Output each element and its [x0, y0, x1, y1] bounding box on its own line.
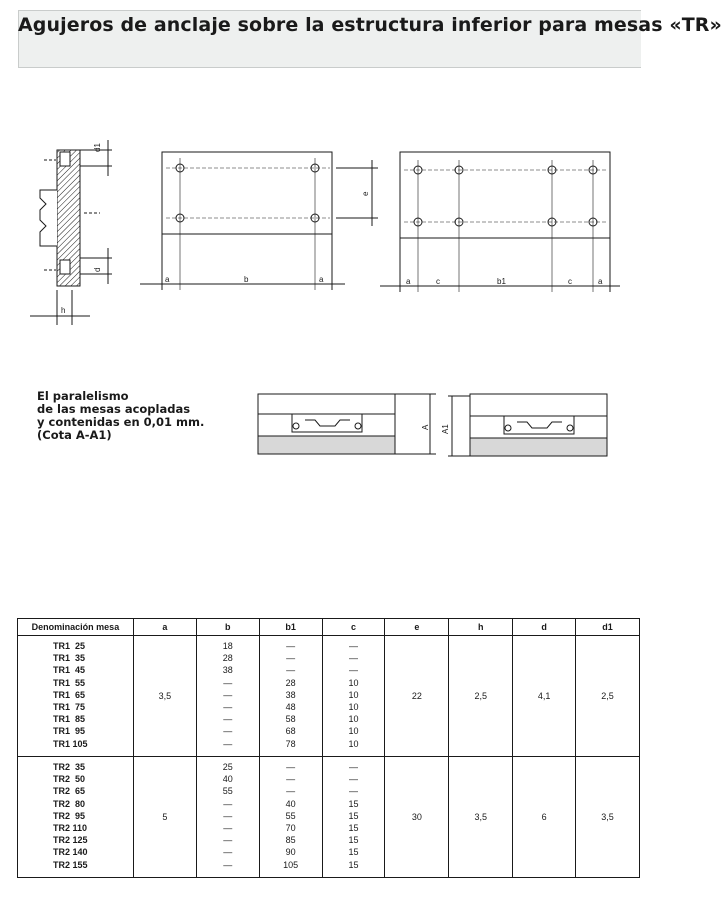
label-A1: A1 [441, 424, 450, 434]
b-cell [196, 636, 259, 757]
table-cell-value: TR1 35 [53, 653, 86, 664]
table-cell-value: — [223, 835, 233, 846]
table-cell-value: TR2 155 [53, 859, 88, 870]
table-row-tr1 [18, 636, 640, 757]
c-cell [322, 757, 385, 878]
table-cell-value: — [286, 786, 296, 797]
plate-8-holes [380, 152, 620, 292]
table-cell-value: TR2 65 [53, 786, 86, 797]
h-cell: 3,5 [449, 757, 513, 878]
col-header-h: h [449, 619, 513, 636]
label-a-8-left: a [406, 277, 411, 286]
table-cell-value: 15 [348, 823, 359, 834]
table-cell-value: — [286, 665, 296, 676]
table-cell-value: TR2 140 [53, 847, 88, 858]
table-cell-value: — [348, 665, 358, 676]
dimensions-table [17, 618, 640, 878]
coupled-tables-right [448, 394, 607, 456]
table-cell-value: 10 [348, 738, 359, 749]
table-cell-value: TR2 125 [53, 835, 88, 846]
table-cell-value: TR1 85 [53, 714, 86, 725]
table-cell-value: — [223, 726, 233, 737]
table-cell-value: 58 [285, 714, 296, 725]
page-title: Agujeros de anclaje sobre la estructura inferior para mesas «TR» [18, 14, 722, 36]
table-cell-value: TR1 75 [53, 702, 86, 713]
table-header-row [18, 619, 640, 636]
b1-cell [259, 757, 322, 878]
table-cell-value: — [286, 774, 296, 785]
table-cell-value: — [286, 653, 296, 664]
table-cell-value: — [223, 689, 233, 700]
parallelism-note [37, 390, 204, 442]
a-cell: 5 [133, 757, 196, 878]
label-c-left: c [436, 277, 440, 286]
table-cell-value: — [223, 714, 233, 725]
table-cell-value: — [348, 762, 358, 772]
table-cell-value: 10 [348, 714, 359, 725]
note-line: de las mesas acopladas [37, 402, 191, 416]
table-cell-value: TR2 95 [53, 810, 86, 821]
d-cell: 4,1 [513, 636, 576, 757]
table-cell-value: TR1 45 [53, 665, 86, 676]
c-cell [322, 636, 385, 757]
table-cell-value: TR1 25 [53, 641, 86, 651]
col-header-c: c [322, 619, 385, 636]
note-line: (Cota A-A1) [37, 428, 112, 442]
table-cell-value: 55 [285, 810, 296, 821]
table-cell-value: 18 [222, 641, 233, 651]
table-cell-value: TR2 80 [53, 798, 86, 809]
label-a-right: a [319, 275, 324, 284]
table-cell-value: 38 [285, 689, 296, 700]
table-cell-value: — [223, 798, 233, 809]
d1-cell: 2,5 [576, 636, 640, 757]
a-cell: 3,5 [133, 636, 196, 757]
col-header-denominacion: Denominación mesa [18, 619, 134, 636]
table-cell-value: 28 [222, 653, 233, 664]
col-header-b1: b1 [259, 619, 322, 636]
note-line: y contenidas en 0,01 mm. [37, 415, 205, 429]
table-cell-value: — [223, 677, 233, 688]
table-cell-value: 10 [348, 689, 359, 700]
label-c-right: c [568, 277, 572, 286]
table-cell-value: 38 [222, 665, 233, 676]
table-cell-value: 78 [285, 738, 296, 749]
table-row-tr2 [18, 757, 640, 878]
table-cell-value: — [223, 702, 233, 713]
names-cell [18, 636, 134, 757]
table-cell-value: 70 [285, 823, 296, 834]
table-cell-value: — [348, 786, 358, 797]
col-header-d1: d1 [576, 619, 640, 636]
names-cell [18, 757, 134, 878]
table-cell-value: — [223, 823, 233, 834]
e-cell: 30 [385, 757, 449, 878]
table-cell-value: 48 [285, 702, 296, 713]
table-cell-value: TR2 110 [53, 823, 88, 834]
table-cell-value: 90 [285, 847, 296, 858]
table-cell-value: 15 [348, 835, 359, 846]
table-cell-value: — [286, 762, 296, 772]
table-cell-value: — [223, 847, 233, 858]
table-cell-value: — [348, 653, 358, 664]
col-header-b: b [196, 619, 259, 636]
table-cell-value: TR1 55 [53, 677, 86, 688]
table-cell-value: 105 [283, 859, 299, 870]
label-A: A [421, 424, 430, 430]
label-a-left: a [165, 275, 170, 284]
label-h: h [61, 306, 66, 315]
table-cell-value: — [223, 810, 233, 821]
table-cell-value: TR2 35 [53, 762, 86, 772]
label-e: e [361, 191, 370, 196]
table-cell-value: TR1 95 [53, 726, 86, 737]
table-cell-value: 28 [285, 677, 296, 688]
h-cell: 2,5 [449, 636, 513, 757]
table-cell-value: 10 [348, 702, 359, 713]
table-cell-value: — [348, 641, 358, 651]
e-cell: 22 [385, 636, 449, 757]
table-cell-value: — [348, 774, 358, 785]
table-cell-value: 40 [222, 774, 233, 785]
col-header-d: d [513, 619, 576, 636]
label-b1: b1 [497, 277, 506, 286]
note-line: El paralelismo [37, 389, 129, 403]
table-cell-value: 10 [348, 726, 359, 737]
col-header-a: a [133, 619, 196, 636]
table-cell-value: 85 [285, 835, 296, 846]
label-a-8-right: a [598, 277, 603, 286]
label-b: b [244, 275, 249, 284]
side-section-view [30, 140, 112, 325]
plate-4-holes [140, 152, 378, 290]
table-cell-value: 15 [348, 859, 359, 870]
col-header-e: e [385, 619, 449, 636]
coupled-tables-left [258, 394, 436, 454]
table-cell-value: 68 [285, 726, 296, 737]
table-cell-value: 55 [222, 786, 233, 797]
table-cell-value: 25 [222, 762, 233, 772]
table-cell-value: 15 [348, 798, 359, 809]
table-cell-value: 15 [348, 810, 359, 821]
table-cell-value: TR1 105 [53, 738, 88, 749]
label-d1: d1 [93, 143, 102, 152]
b1-cell [259, 636, 322, 757]
table-cell-value: 40 [285, 798, 296, 809]
table-cell-value: 10 [348, 677, 359, 688]
b-cell [196, 757, 259, 878]
d1-cell: 3,5 [576, 757, 640, 878]
table-cell-value: — [286, 641, 296, 651]
table-cell-value: — [223, 859, 233, 870]
table-cell-value: TR1 65 [53, 689, 86, 700]
table-cell-value: TR2 50 [53, 774, 86, 785]
label-d: d [93, 267, 102, 272]
table-cell-value: — [223, 738, 233, 749]
d-cell: 6 [513, 757, 576, 878]
table-cell-value: 15 [348, 847, 359, 858]
